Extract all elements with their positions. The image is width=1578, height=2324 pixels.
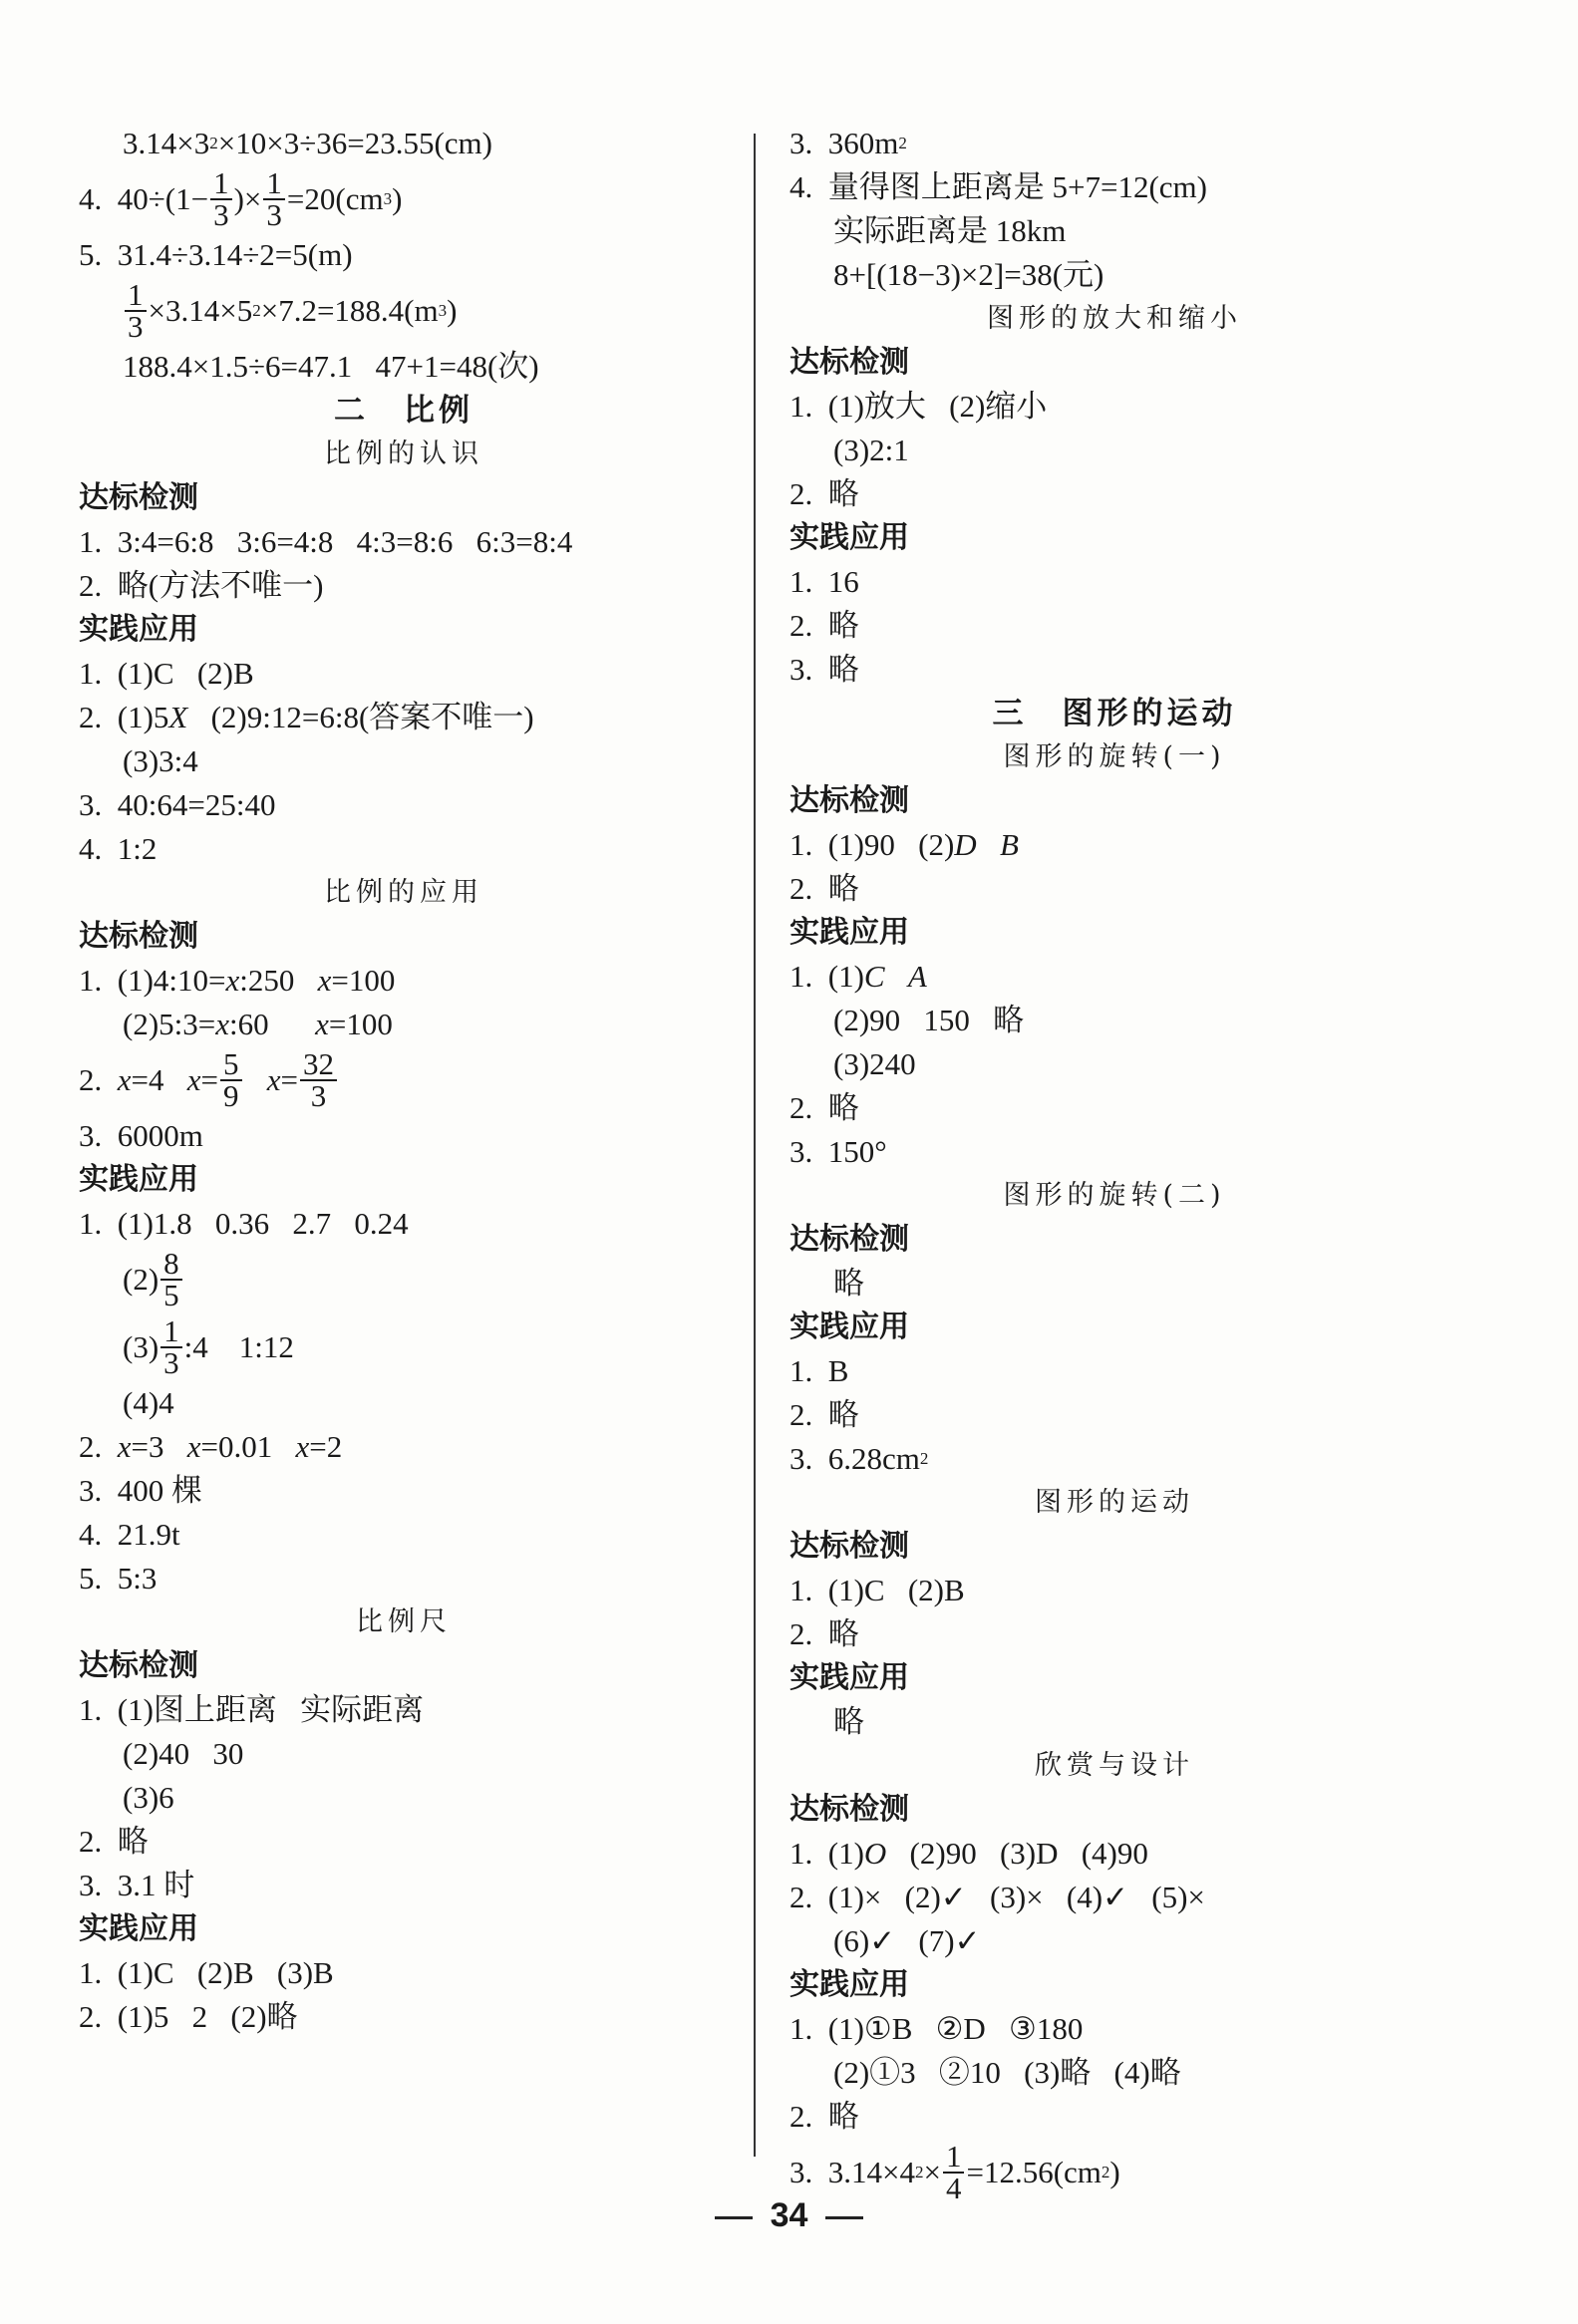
- text: (6)✓ (7)✓: [833, 1923, 981, 1958]
- text: 2. 略: [789, 1090, 859, 1125]
- text: 1. 3:4=6:8 3:6=4:8 4:3=8:6 6:3=8:4: [79, 524, 573, 559]
- text: 2. 略(方法不唯一): [79, 568, 324, 603]
- text: 3. 40:64=25:40: [79, 787, 276, 822]
- numerator: 1: [125, 280, 147, 312]
- subsection-label: [789, 1788, 1439, 1832]
- text: 1. (1)4:10=: [79, 963, 226, 998]
- italic-variable: D: [954, 827, 977, 862]
- text: (2)①3 ②10 (3)略 (4)略: [833, 2055, 1181, 2090]
- text: 1. (1): [789, 959, 864, 994]
- text: 3. 150°: [789, 1134, 887, 1169]
- text: 3. 3.1 时: [79, 1868, 195, 1902]
- italic-variable: x: [117, 1429, 132, 1464]
- answer-line: [79, 652, 729, 696]
- denominator: 5: [163, 1278, 179, 1312]
- text: 图形的旋转(二): [1003, 1180, 1226, 1211]
- text: =: [200, 1062, 218, 1097]
- text: 2. (1)5 2 (2)略: [79, 1999, 298, 2034]
- answer-subline: 3.14×3 2 ×10×3÷36=23.55(cm): [79, 122, 729, 165]
- text: 3. 3.14×4: [789, 2155, 915, 2189]
- text: (3)3:4: [123, 743, 198, 778]
- answer-subline: [789, 999, 1439, 1042]
- answer-line: [79, 1114, 729, 1158]
- text: (3)2:1: [833, 433, 909, 467]
- text: 实践应用: [789, 1309, 909, 1344]
- text: 2. (1)× (2)✓ (3)× (4)✓ (5)×: [789, 1880, 1205, 1914]
- italic-variable: B: [999, 827, 1019, 862]
- numerator: 32: [300, 1049, 337, 1081]
- text: 3. 略: [789, 652, 859, 687]
- text: (3): [123, 1329, 159, 1364]
- denominator: 3: [163, 1345, 179, 1380]
- answer-subline: [789, 253, 1439, 297]
- answer-subline: [789, 1700, 1439, 1744]
- text: 达标检测: [789, 1792, 909, 1827]
- answer-line: [79, 783, 729, 827]
- text: 三 图形的运动: [992, 696, 1237, 731]
- answer-subline: [79, 1732, 729, 1776]
- answer-line: [79, 1995, 729, 2039]
- italic-variable: x: [186, 1429, 201, 1464]
- subsection-label: [789, 1963, 1439, 2007]
- answer-subline: $\frac{1}{3}$ ×3.14×5 2 ×7.2=188.4(m 3 ): [79, 277, 729, 345]
- answer-line: [789, 1612, 1439, 1656]
- answer-line: [79, 1820, 729, 1864]
- text: (2)90 (3)D (4)90: [886, 1836, 1148, 1871]
- text: 1. (1)①B ②D ③180: [789, 2011, 1084, 2046]
- answer-subline: [79, 1313, 729, 1381]
- text: (2)40 30: [123, 1736, 244, 1771]
- answer-line: [789, 1393, 1439, 1437]
- answer-subline: [789, 1042, 1439, 1086]
- subsection-label: [79, 1644, 729, 1688]
- answer-line: [789, 867, 1439, 911]
- answer-line: [789, 1086, 1439, 1130]
- text: 2. 略: [789, 608, 859, 643]
- answer-subline: [79, 1381, 729, 1425]
- subsection-label: [79, 608, 729, 652]
- dash-right: [825, 2216, 863, 2219]
- subsection-label: [789, 1525, 1439, 1569]
- answer-line: [79, 1046, 729, 1114]
- answer-line: [79, 827, 729, 871]
- text: 1. (1)C (2)B: [79, 656, 254, 691]
- section-heading: [789, 735, 1439, 779]
- italic-variable: x: [315, 1007, 329, 1041]
- text: 2. 略: [79, 1824, 149, 1859]
- text: 略: [833, 1266, 864, 1301]
- subsection-label: [79, 1158, 729, 1202]
- text: 二 比例: [334, 393, 473, 429]
- text: 实践应用: [789, 1967, 909, 2002]
- text: 1. 16: [789, 564, 859, 599]
- answer-subline: [789, 1262, 1439, 1306]
- section-heading: [789, 1174, 1439, 1218]
- text: (2)9:12=6:8(答案不唯一): [187, 700, 534, 734]
- answer-line: [79, 959, 729, 1003]
- text: :4 1:12: [183, 1329, 294, 1364]
- subsection-label: [789, 1306, 1439, 1349]
- text: 比例的应用: [324, 877, 483, 908]
- answer-line: [789, 1832, 1439, 1876]
- text: 2. 略: [789, 2099, 859, 2134]
- text: [244, 1058, 267, 1102]
- text: 实践应用: [789, 520, 909, 555]
- text: (3)240: [833, 1046, 916, 1081]
- answer-line: [789, 823, 1439, 867]
- subsection-label: [79, 915, 729, 959]
- subsection-label: [789, 341, 1439, 385]
- answer-line: [79, 1469, 729, 1513]
- fraction: [300, 1046, 337, 1113]
- text: ×: [923, 2155, 941, 2189]
- text: 比例尺: [356, 1606, 452, 1637]
- numerator: 8: [160, 1249, 182, 1281]
- text: 1. (1)图上距离 实际距离: [79, 1692, 425, 1727]
- text: 3. 360m: [789, 126, 899, 160]
- text: 3. 6000m: [79, 1118, 203, 1153]
- text: 2. 略: [789, 1397, 859, 1432]
- text: 达标检测: [789, 783, 909, 818]
- denominator: 4: [945, 2171, 962, 2205]
- section-heading: [79, 871, 729, 915]
- numerator: 1: [263, 168, 285, 200]
- answer-line: [789, 472, 1439, 516]
- italic-variable: x: [266, 1062, 281, 1097]
- answer-subline: [79, 1776, 729, 1820]
- text: 3. 400 棵: [79, 1473, 202, 1508]
- text: =20(cm: [286, 181, 384, 216]
- fraction: [220, 1046, 242, 1113]
- text: 达标检测: [79, 919, 198, 954]
- answer-line: 4. 40÷(1− $\frac{1}{3}$ )× $\frac{1}{3}$ =20(cm 3 ): [79, 165, 403, 232]
- text: 达标检测: [79, 480, 198, 515]
- text: =4: [131, 1062, 187, 1097]
- text: ×10×3÷36=23.55(cm): [217, 126, 492, 160]
- numerator: 5: [220, 1049, 242, 1081]
- text: 2. 略: [789, 871, 859, 906]
- text: 2.: [79, 1429, 118, 1464]
- italic-variable: C: [863, 959, 885, 994]
- answer-line: 3. 6.28cm 2: [789, 1437, 1439, 1481]
- text: 4. 21.9t: [79, 1517, 180, 1552]
- answer-line: [789, 165, 1439, 209]
- answer-line: [79, 520, 729, 564]
- text: 实践应用: [789, 1660, 909, 1695]
- subsection-label: [789, 1218, 1439, 1262]
- text: 达标检测: [789, 1222, 909, 1257]
- text: ): [392, 181, 403, 216]
- text: [885, 955, 908, 999]
- text: 实践应用: [79, 612, 198, 647]
- fraction: [210, 165, 232, 232]
- answer-line: [79, 233, 729, 277]
- answer-line: [789, 1130, 1439, 1174]
- text: ): [447, 293, 458, 328]
- answer-line: [79, 1425, 729, 1469]
- text: =3: [131, 1429, 187, 1464]
- text: 1. (1)90 (2): [789, 827, 955, 862]
- answer-subline: [79, 345, 729, 389]
- text: 略: [833, 1704, 864, 1739]
- text: 4. 40÷(1−: [79, 181, 209, 216]
- subsection-label: [789, 1656, 1439, 1700]
- answer-subline: [79, 1003, 729, 1046]
- text: 欣赏与设计: [1035, 1750, 1194, 1781]
- italic-variable: x: [225, 963, 240, 998]
- subsection-label: [79, 1907, 729, 1951]
- italic-variable: x: [215, 1007, 230, 1041]
- italic-variable: x: [295, 1429, 310, 1464]
- italic-variable: x: [117, 1062, 132, 1097]
- answer-line: [789, 955, 1439, 999]
- left-column: [79, 122, 729, 2039]
- chapter-heading: [789, 692, 1439, 735]
- answer-line: [789, 1349, 1439, 1393]
- text: ×3.14×5: [148, 293, 253, 328]
- text: 188.4×1.5÷6=47.1 47+1=48(次): [123, 349, 539, 384]
- text: 实践应用: [79, 1911, 198, 1946]
- subsection-label: [789, 911, 1439, 955]
- text: 达标检测: [79, 1648, 198, 1683]
- section-heading: [79, 433, 729, 476]
- text: ): [1109, 2155, 1120, 2189]
- fraction: [160, 1313, 182, 1380]
- answer-subline: [789, 209, 1439, 253]
- answer-line: [79, 1688, 729, 1732]
- text: (2)5:3=: [123, 1007, 216, 1041]
- numerator: 1: [160, 1316, 182, 1348]
- text: :250: [239, 963, 318, 998]
- answer-line: [789, 648, 1439, 692]
- answer-line: [79, 1202, 729, 1246]
- fraction: [263, 165, 285, 232]
- text: [977, 823, 1000, 867]
- text: :60: [229, 1007, 316, 1041]
- text: 1. (1)C (2)B: [789, 1573, 965, 1607]
- answer-line: [79, 1513, 729, 1557]
- answer-line: [79, 696, 729, 739]
- answer-line: [789, 2007, 1439, 2051]
- text: 1. (1)放大 (2)缩小: [789, 389, 1048, 424]
- answer-line: [789, 1569, 1439, 1612]
- answer-subline: [789, 2051, 1439, 2095]
- section-heading: [789, 1481, 1439, 1525]
- text: 4. 量得图上距离是 5+7=12(cm): [789, 169, 1207, 204]
- section-heading: [789, 297, 1439, 341]
- fraction: [943, 2139, 965, 2205]
- text: 1. (1)C (2)B (3)B: [79, 1955, 334, 1990]
- answer-line: [79, 564, 729, 608]
- text: 3.14×3: [123, 126, 210, 160]
- text: 达标检测: [789, 1529, 909, 1564]
- text: 2. 略: [789, 1616, 859, 1651]
- page-number: [0, 2196, 1578, 2235]
- answer-line: 3. 3.14×4 2 × $\frac{1}{4}$ =12.56(cm 2 ): [789, 2139, 1120, 2205]
- text: =12.56(cm: [966, 2155, 1102, 2189]
- text: 1. (1)1.8 0.36 2.7 0.24: [79, 1206, 409, 1241]
- text: 图形的旋转(一): [1003, 741, 1226, 772]
- answer-line: [789, 604, 1439, 648]
- text: 图形的运动: [1035, 1487, 1194, 1518]
- text: =100: [331, 963, 396, 998]
- subsection-label: [789, 779, 1439, 823]
- italic-variable: X: [168, 700, 188, 734]
- text: (3)6: [123, 1780, 174, 1815]
- text: =: [280, 1062, 298, 1097]
- dash-left: [715, 2216, 753, 2219]
- text: )×: [233, 181, 262, 216]
- text: 8+[(18−3)×2]=38(元): [833, 257, 1105, 292]
- text: ×7.2=188.4(m: [260, 293, 439, 328]
- answer-subline: [79, 739, 729, 783]
- answer-line: [79, 1951, 729, 1995]
- text: 图形的放大和缩小: [987, 303, 1242, 334]
- text: (4)4: [123, 1385, 174, 1420]
- section-heading: [789, 1744, 1439, 1788]
- numerator: 1: [943, 2142, 965, 2174]
- answer-line: [789, 560, 1439, 604]
- answer-line: [79, 1864, 729, 1907]
- denominator: 3: [310, 1078, 327, 1113]
- text: 3. 6.28cm: [789, 1441, 920, 1476]
- chapter-heading: [79, 389, 729, 433]
- page-number-text: 34: [770, 2196, 808, 2234]
- text: 实践应用: [789, 915, 909, 950]
- text: 5. 5:3: [79, 1561, 158, 1596]
- text: 2.: [79, 1062, 118, 1097]
- subsection-label: [789, 516, 1439, 560]
- fraction: [160, 1246, 182, 1312]
- subsection-label: [79, 476, 729, 520]
- text: 实践应用: [79, 1162, 198, 1197]
- column-divider: [754, 134, 756, 2157]
- answer-line: [789, 385, 1439, 429]
- italic-variable: A: [907, 959, 927, 994]
- answer-line: [789, 2095, 1439, 2139]
- text: 实际距离是 18km: [833, 213, 1067, 248]
- fraction: [125, 277, 147, 344]
- denominator: 9: [223, 1078, 239, 1113]
- text: =100: [328, 1007, 393, 1041]
- answer-subline: [789, 429, 1439, 472]
- text: 1. (1): [789, 1836, 864, 1871]
- text: 2. 略: [789, 476, 859, 511]
- text: 5. 31.4÷3.14÷2=5(m): [79, 237, 353, 272]
- answer-line: [79, 1557, 729, 1600]
- answer-subline: [79, 1246, 729, 1313]
- denominator: 3: [213, 197, 229, 232]
- text: 比例的认识: [324, 438, 483, 469]
- section-heading: [79, 1600, 729, 1644]
- denominator: 3: [128, 309, 144, 344]
- numerator: 1: [210, 168, 232, 200]
- text: 4. 1:2: [79, 831, 158, 866]
- italic-variable: x: [186, 1062, 201, 1097]
- text: =0.01: [200, 1429, 296, 1464]
- right-column: [789, 122, 1439, 2206]
- answer-subline: [789, 1919, 1439, 1963]
- answer-line: 3. 360m 2: [789, 122, 1439, 165]
- text: 2. (1)5: [79, 700, 169, 734]
- answer-line: [789, 1876, 1439, 1919]
- text: 达标检测: [789, 345, 909, 380]
- text: 1. B: [789, 1353, 849, 1388]
- text: (2)90 150 略: [833, 1003, 1025, 1037]
- text: (2): [123, 1262, 159, 1297]
- italic-variable: x: [317, 963, 332, 998]
- text: =2: [309, 1429, 343, 1464]
- denominator: 3: [266, 197, 282, 232]
- italic-variable: O: [863, 1836, 887, 1871]
